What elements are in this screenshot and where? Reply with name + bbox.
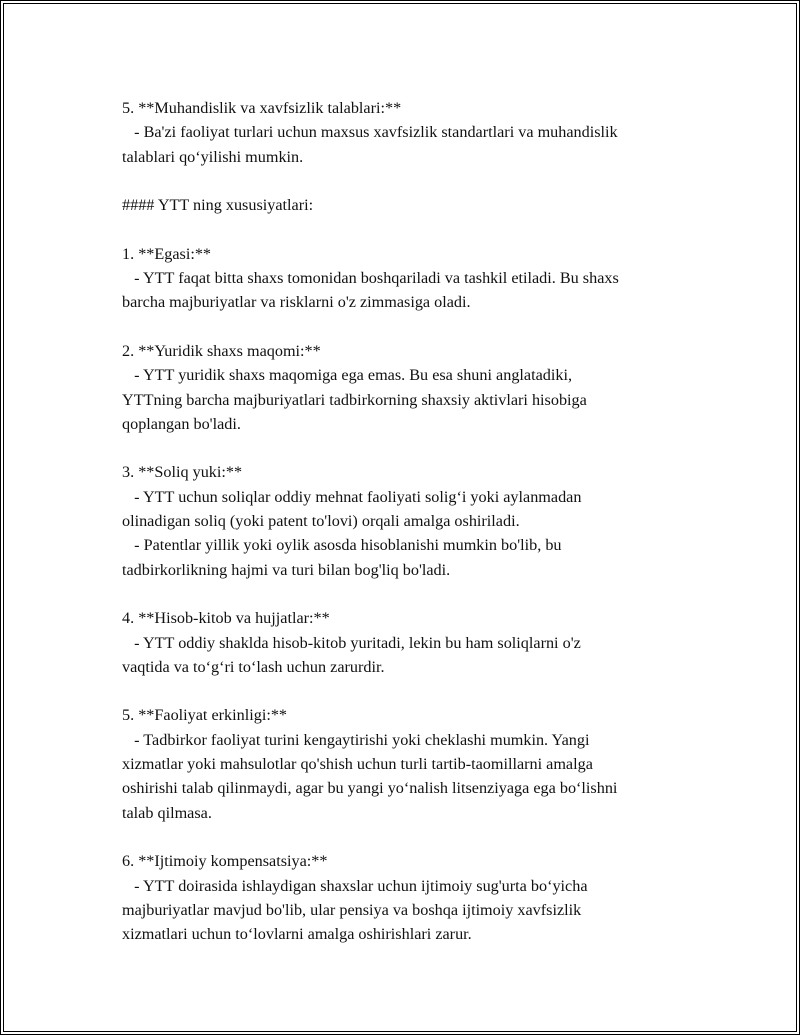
text-line: tadbirkorlikning hajmi va turi bilan bog'liq bo'ladi. <box>122 560 451 579</box>
text-line: qoplangan bo'ladi. <box>122 414 241 433</box>
text-line: 3. **Soliq yuki:** <box>122 463 243 482</box>
text-line: vaqtida va to‘g‘ri to‘lash uchun zarurdir. <box>122 657 385 676</box>
text-line: - YTT uchun soliqlar oddiy mehnat faoliyati solig‘i yoki aylanmadan <box>122 487 582 506</box>
text-line <box>122 169 712 193</box>
text-line: - YTT doirasida ishlaydigan shaxslar uchun ijtimoiy sug'urta bo‘yicha <box>122 876 588 895</box>
text-line: #### YTT ning xususiyatlari: <box>122 196 314 215</box>
text-line <box>122 315 712 339</box>
text-line: barcha majburiyatlar va risklarni o'z zimmasiga oladi. <box>122 293 471 312</box>
text-line: 5. **Faoliyat erkinligi:** <box>122 706 288 725</box>
text-line <box>122 217 712 241</box>
text-line: 2. **Yuridik shaxs maqomi:** <box>122 341 321 360</box>
text-line: xizmatlari uchun to‘lovlarni amalga oshirishlari zarur. <box>122 925 472 944</box>
text-line: talablari qo‘yilishi mumkin. <box>122 147 304 166</box>
text-line: - YTT yuridik shaxs maqomiga ega emas. Bu esa shuni anglatadiki, <box>122 366 573 385</box>
text-line: - Tadbirkor faoliyat turini kengaytirishi yoki cheklashi mumkin. Yangi <box>122 730 590 749</box>
text-line <box>122 825 712 849</box>
text-line: talab qilmasa. <box>122 803 212 822</box>
page-frame <box>3 3 797 1032</box>
text-line: 4. **Hisob-kitob va hujjatlar:** <box>122 609 330 628</box>
text-line: 1. **Egasi:** <box>122 244 212 263</box>
text-line: majburiyatlar mavjud bo'lib, ular pensiya va boshqa ijtimoiy xavfsizlik <box>122 900 582 919</box>
text-line: YTTning barcha majburiyatlari tadbirkorning shaxsiy aktivlari hisobiga <box>122 390 587 409</box>
text-line: - YTT oddiy shaklda hisob-kitob yuritadi, lekin bu ham soliqlarni o'z <box>122 633 581 652</box>
text-line <box>122 436 712 460</box>
text-line: 6. **Ijtimoiy kompensatsiya:** <box>122 852 328 871</box>
text-line: 5. **Muhandislik va xavfsizlik talablari:** <box>122 99 402 117</box>
text-line <box>122 679 712 703</box>
text-line: - Patentlar yillik yoki oylik asosda hisoblanishi mumkin bo'lib, bu <box>122 536 562 555</box>
text-line <box>122 582 712 606</box>
text-line: xizmatlar yoki mahsulotlar qo'shish uchun turli tartib-taomillarni amalga <box>122 755 593 774</box>
document-body <box>122 96 712 946</box>
text-line: - Ba'zi faoliyat turlari uchun maxsus xavfsizlik standartlari va muhandislik <box>122 123 618 142</box>
text-line: olinadigan soliq (yoki patent to'lovi) orqali amalga oshiriladi. <box>122 512 520 531</box>
text-line: - YTT faqat bitta shaxs tomonidan boshqariladi va tashkil etiladi. Bu shaxs <box>122 269 619 288</box>
text-line: oshirishi talab qilinmaydi, agar bu yangi yo‘nalish litsenziyaga ega bo‘lishni <box>122 779 618 798</box>
